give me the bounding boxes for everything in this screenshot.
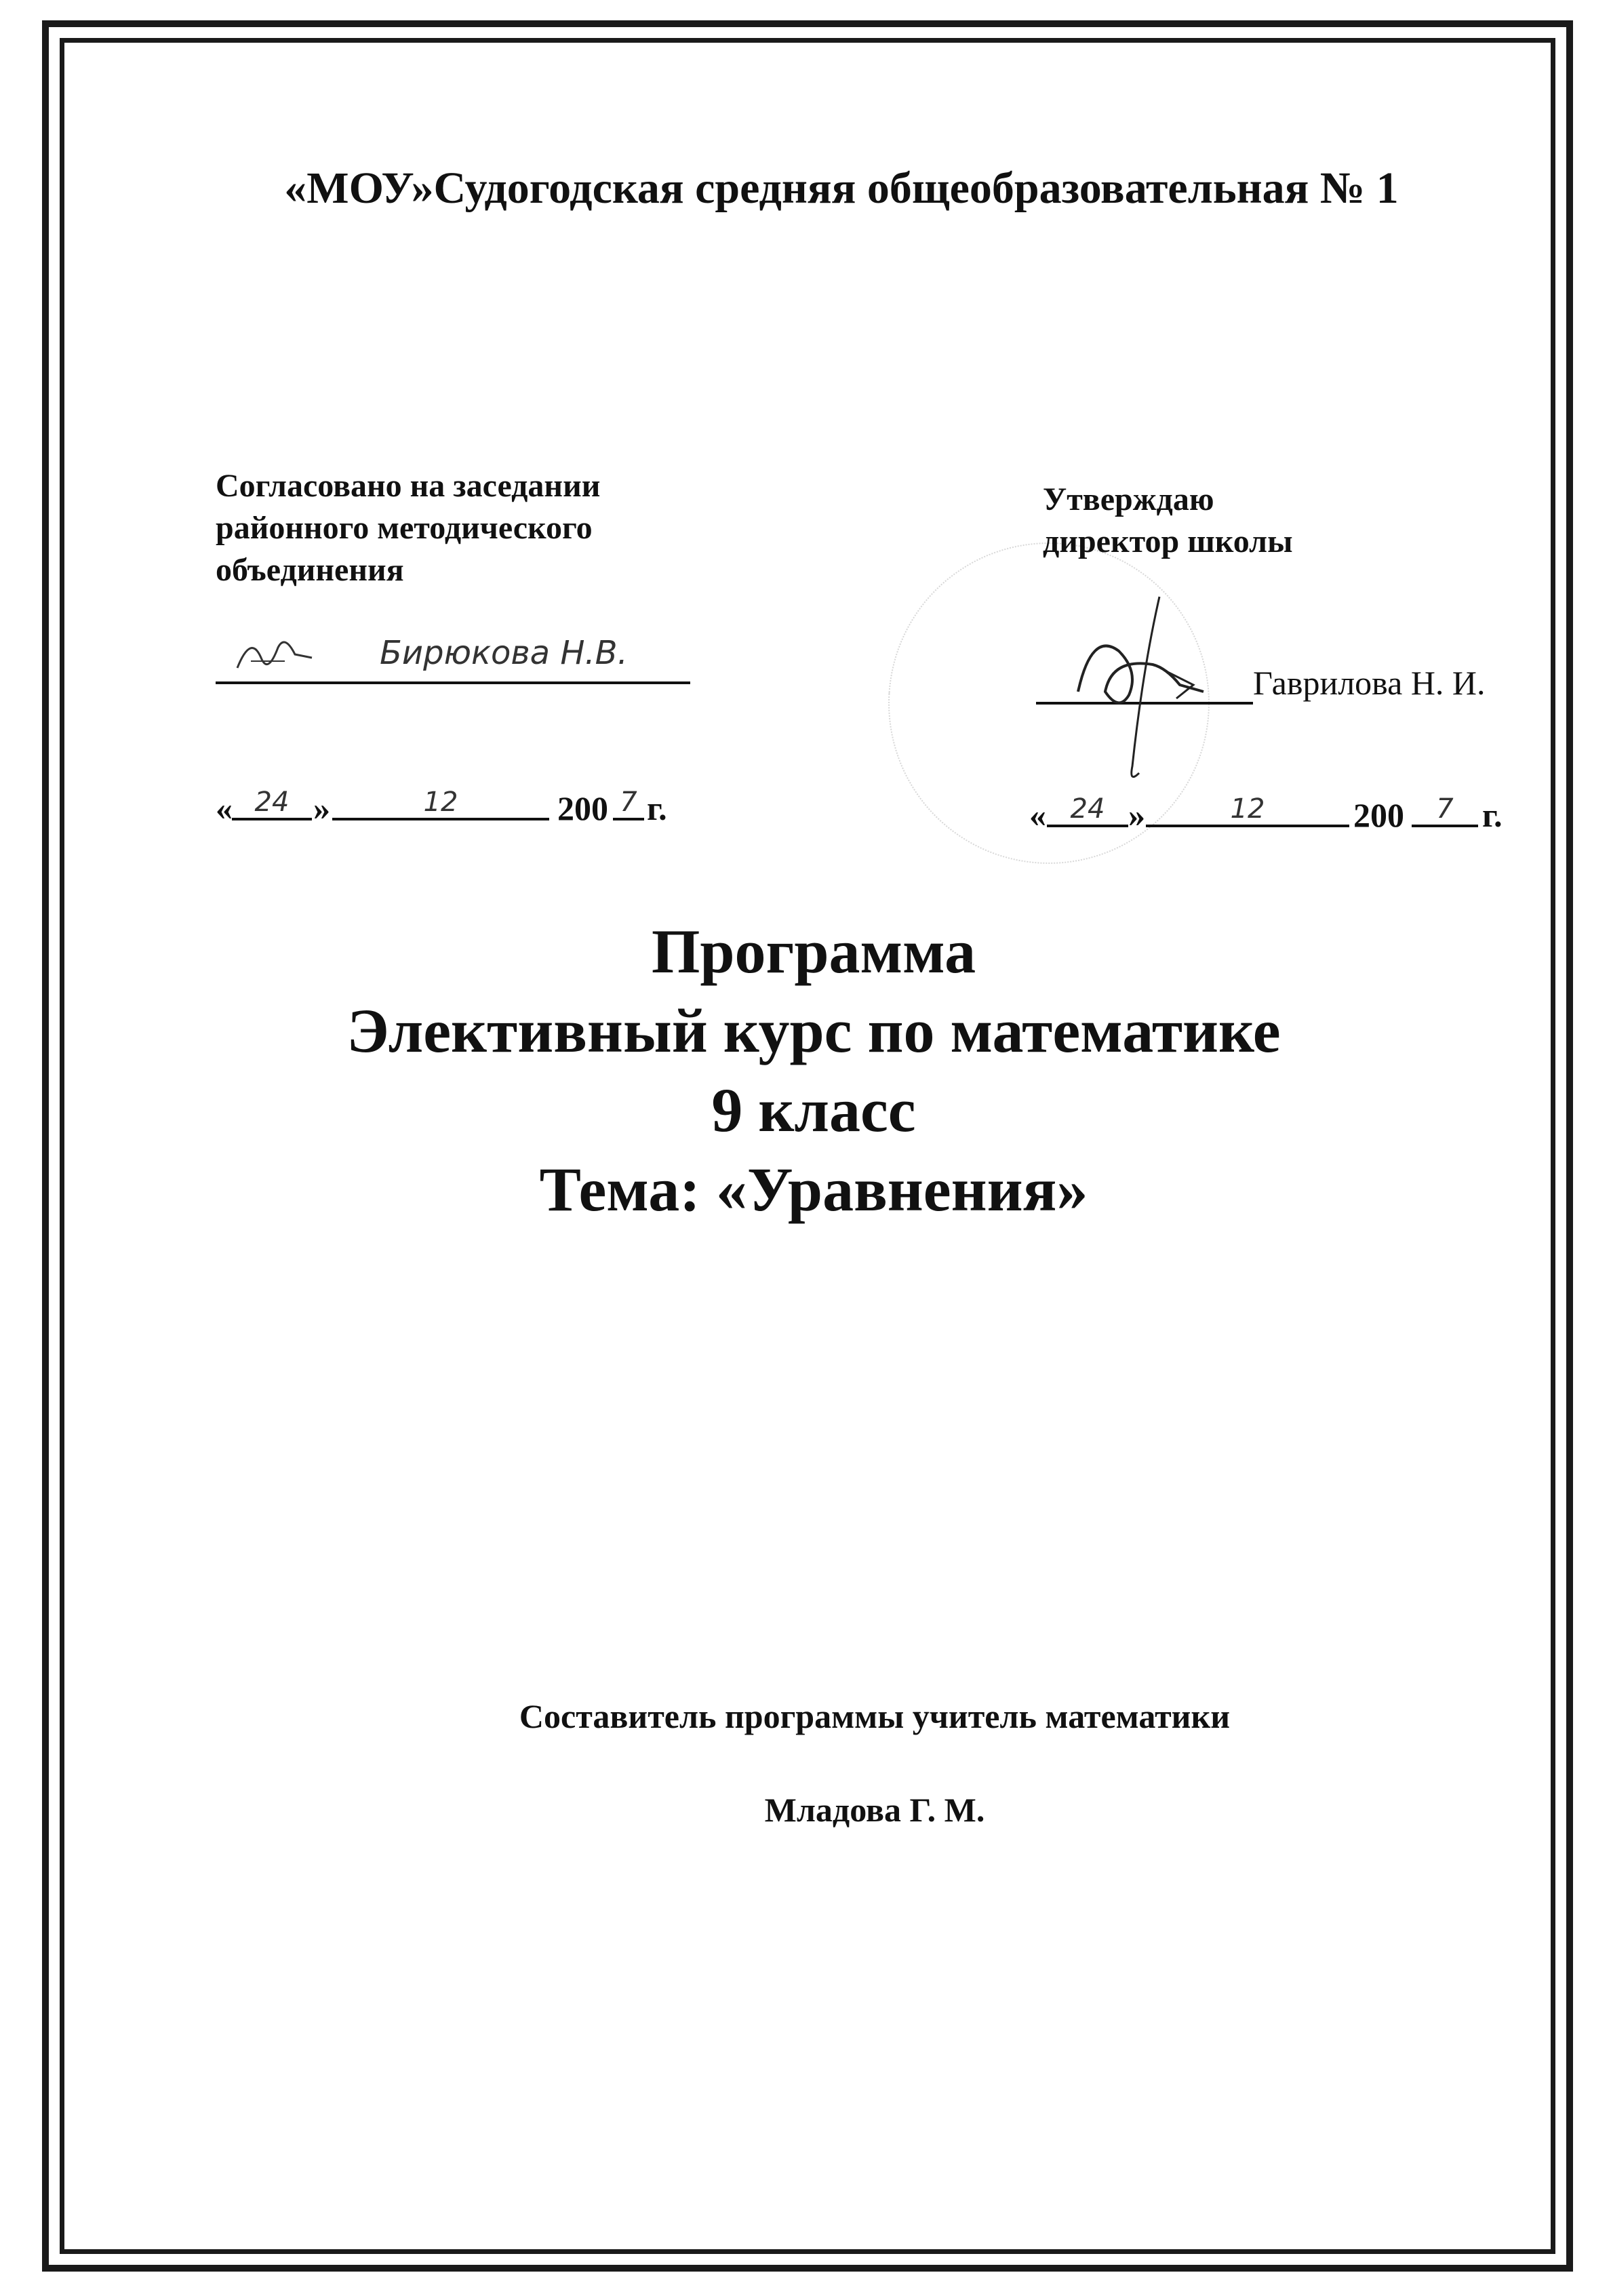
agreement-block [216, 465, 600, 591]
title-line-1: Программа [651, 917, 976, 986]
approval-line-1: Утверждаю [1043, 481, 1214, 517]
right-date-suffix: г. [1482, 796, 1503, 834]
left-date-month: 12 [332, 787, 549, 820]
left-date-day: 24 [232, 787, 312, 820]
left-date-suffix: г. [647, 789, 667, 827]
right-date-close-quote: » [1128, 796, 1145, 834]
title-line-2: Элективный курс по математике [346, 996, 1281, 1065]
right-date-year-digit: 7 [1412, 793, 1478, 827]
left-signature-name: Бирюкова Н.В. [380, 634, 628, 672]
left-signature-mark [231, 627, 319, 681]
left-date-open-quote: « [216, 789, 233, 827]
right-date-day: 24 [1047, 793, 1128, 827]
program-title [136, 912, 1492, 1229]
school-header: «МОУ»Судогодская средняя общеобразовательная № 1 [284, 163, 1399, 213]
agreement-line-1: Согласовано на заседании [216, 468, 601, 504]
right-date-month: 12 [1146, 793, 1349, 827]
left-signature-line [216, 681, 690, 684]
approval-block [1043, 479, 1293, 563]
agreement-line-2: районного методического [216, 510, 593, 546]
right-signature-mark [1065, 590, 1220, 793]
composer-label: Составитель программы учитель математики [519, 1697, 1231, 1735]
approval-line-2: директор школы [1043, 523, 1293, 559]
right-date-year-prefix: 200 [1353, 796, 1404, 834]
director-surname: Гаврилова Н. И. [1253, 664, 1486, 702]
title-line-3: 9 класс [711, 1075, 916, 1145]
title-line-4: Тема: «Уравнения» [539, 1155, 1088, 1224]
left-date-year-digit: 7 [613, 787, 644, 820]
right-date-open-quote: « [1029, 796, 1046, 834]
left-date-close-quote: » [313, 789, 330, 827]
agreement-line-3: объединения [216, 552, 404, 588]
composer-name: Младова Г. М. [764, 1791, 985, 1829]
left-date-year-prefix: 200 [557, 789, 608, 827]
